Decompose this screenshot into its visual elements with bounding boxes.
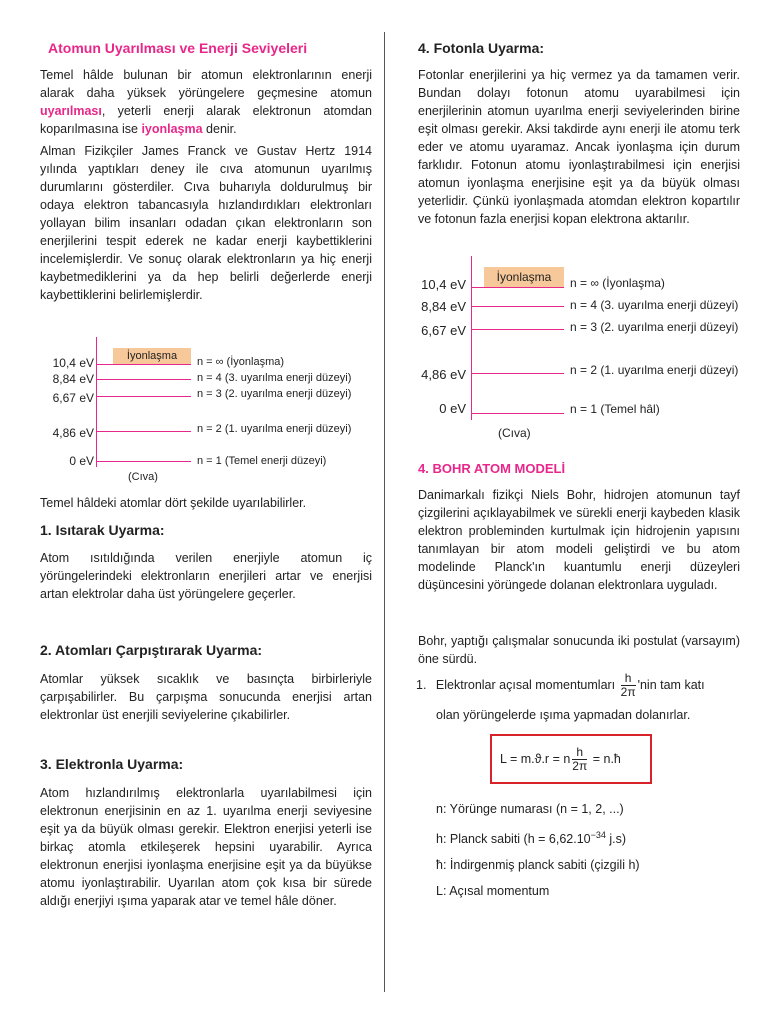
- energy-axis: [471, 256, 472, 420]
- postulate-item-1-cont: olan yörüngelerde ışıma yapmadan dolanırlar.: [436, 708, 691, 722]
- four-ways-text: Temel hâldeki atomlar dört şekilde uyarılabilirler.: [40, 496, 307, 510]
- postulate-item-1: 1. Elektronlar açısal momentumları $\frac{h}{2\pi}$ 'nin tam katı: [416, 671, 705, 699]
- iyonlasma-band: İyonlaşma: [484, 267, 564, 287]
- paragraph-fotonla: Fotonlar enerjilerini ya hiç vermez ya da tamamen verir. Bundan dolayı fotonun atomu uyarabilmesi için enerjilerinin atomun uyarılma enerji seviyelerinden birine eşit olması gerekir. Aksi takdirde aynı enerji ile atomu terk eder ve atomu uyaramaz. Ancak iyonlaşma için durum farklıdır. Fotonun atomu iyonlaştırabilmesi için enerjisi atomun iyonlaşma enerjisine eşit ya da büyük olması yeterlidir. Çünkü iyonlaşmada atomdan elektron kopartılır ve fotonun fazla enerjisi kopan elektrona aktarılır.: [418, 68, 740, 226]
- def-L: L: Açısal momentum: [436, 884, 550, 899]
- definition-list: [436, 796, 740, 904]
- energy-level-line: [471, 373, 564, 374]
- paragraph-isitarak: Atom ısıtıldığında verilen enerjiyle atomun iç yörüngelerindeki elektronların enerjileri artar ve enerjisi artan elektrolar daha üst yörüngelere geçerler.: [40, 551, 372, 601]
- energy-level-line: [471, 329, 564, 330]
- h-over-2pi-fraction: $\frac{h}{2\pi}$: [620, 671, 636, 699]
- energy-label: 0 eV: [439, 401, 466, 416]
- franck-hertz-paragraph: Alman Fizikçiler James Franck ve Gustav Hertz 1914 yılında yaptıkları deney ile cıva atomunun uyarılmış durumlarını gösterdiler. Cıva buharıyla doldurulmuş bir odaya elektron tabancasıyla hızlandırdıkları elektronları yollayan bilim insanları odadan çıkan elektronların son enerjilerini tespit ederek ne kadar enerji kaybettiklerini incelemişlerdir. Ve sonuç olarak elektronların ya hiç enerji kaybetmediklerini ya da hep belirli değerlerde enerji kaybettiklerini belirlemişlerdir.: [40, 144, 372, 302]
- bohr-title: 4. BOHR ATOM MODELİ: [418, 461, 566, 476]
- def-n: n: Yörünge numarası (n = 1, 2, ...): [436, 802, 624, 816]
- level-description: n = 4 (3. uyarılma enerji düzeyi): [197, 372, 352, 384]
- heading-isitarak: 1. Isıtarak Uyarma:: [40, 522, 165, 538]
- angular-momentum-formula: L = m.ϑ.r = n $\frac{h}{2\pi}$ = n.ħ: [490, 734, 652, 784]
- level-description: n = 3 (2. uyarılma enerji düzeyi): [570, 320, 739, 334]
- level-description: n = 1 (Temel hâl): [570, 402, 660, 416]
- energy-level-line: [96, 364, 191, 365]
- civa-label: (Cıva): [498, 426, 531, 440]
- level-description: n = ∞ (İyonlaşma): [570, 276, 665, 290]
- intro-paragraph: Temel hâlde bulunan bir atomun elektronlarının enerji alarak daha yüksek yörüngelere geçmesine atomun uyarılması, yeterli enerji alarak elektronun atomdan koparılmasına ise iyonlaşma denir.: [40, 68, 372, 136]
- def-h: h: Planck sabiti ($h = 6,62.10^{-34}$ j.s): [436, 830, 627, 847]
- energy-label: 4,86 eV: [421, 367, 466, 382]
- energy-level-line: [96, 461, 191, 462]
- energy-level-line: [471, 413, 564, 414]
- column-divider: [384, 32, 385, 992]
- heading-elektronla: 3. Elektronla Uyarma:: [40, 756, 184, 772]
- def-hbar: ħ: İndirgenmiş planck sabiti (çizgili h): [436, 858, 640, 873]
- level-description: n = 4 (3. uyarılma enerji düzeyi): [570, 298, 739, 312]
- section-title: Atomun Uyarılması ve Enerji Seviyeleri: [48, 40, 308, 56]
- heading-carpistirarak: 2. Atomları Çarpıştırarak Uyarma:: [40, 642, 263, 658]
- energy-label: 8,84 eV: [421, 299, 466, 314]
- energy-level-line: [96, 396, 191, 397]
- postulat-text: Bohr, yaptığı çalışmalar sonucunda iki postulat (varsayım) öne sürdü.: [418, 634, 740, 666]
- energy-level-line: [96, 431, 191, 432]
- level-description: n = ∞ (İyonlaşma): [197, 356, 285, 368]
- iyonlasma-term: iyonlaşma: [141, 122, 203, 136]
- level-description: n = 1 (Temel enerji düzeyi): [197, 455, 327, 467]
- heading-fotonla: 4. Fotonla Uyarma:: [418, 40, 545, 56]
- energy-label: 6,67 eV: [52, 391, 94, 405]
- energy-label: 10,4 eV: [52, 356, 94, 370]
- energy-label: 8,84 eV: [52, 372, 94, 386]
- uyarilma-term: uyarılması: [40, 104, 102, 118]
- energy-level-line: [471, 306, 564, 307]
- energy-label: 4,86 eV: [52, 426, 94, 440]
- energy-level-line: [471, 287, 564, 288]
- iyonlasma-band: İyonlaşma: [113, 348, 191, 364]
- civa-label: (Cıva): [128, 471, 158, 483]
- energy-level-line: [96, 379, 191, 380]
- energy-label: 10,4 eV: [421, 277, 466, 292]
- item-number: 1.: [416, 677, 427, 692]
- paragraph-elektronla: Atom hızlandırılmış elektronlarla uyarılabilmesi için elektronun enerjisinin en az 1. uyarılma enerji seviyesine eşit ya da büyük olması gerekir. Elektron enerjisi yeterli ise birkaç atomla etkileşerek hepsini uyarabilir. Ayrıca elektronun enerjisi iyonlaşma enerjisine eşit ya da büyükse atomu iyonlaştırabilir. Uyarılan atom çok kısa bir sürede aldığı enerjiyi ışıma yaparak atar ve temel hâle döner.: [40, 786, 372, 908]
- energy-label: 0 eV: [69, 454, 94, 468]
- energy-level-diagram: [414, 256, 744, 446]
- level-description: n = 2 (1. uyarılma enerji düzeyi): [570, 363, 739, 377]
- energy-level-diagram: [40, 335, 380, 485]
- paragraph-carpistirarak: Atomlar yüksek sıcaklık ve basınçta birbirleriyle çarpışabilirler. Bu çarpışma sonucunda enerjisi artan elektronlar üst enerjili seviyelerine çıkabilirler.: [40, 672, 372, 722]
- level-description: n = 2 (1. uyarılma enerji düzeyi): [197, 423, 352, 435]
- energy-axis: [96, 337, 97, 467]
- energy-label: 6,67 eV: [421, 323, 466, 338]
- bohr-paragraph: Danimarkalı fizikçi Niels Bohr, hidrojen atomunun tayf çizgilerini açıklayabilmek ve sürekli enerji kaybeden klasik elektron probleminden kurtulmak için hidrojenin yapısını tanımlayan bir atom modeli geliştirdi ve bu atom modelinde Planck'ın kuantumlu enerji düzeyleri düşüncesini yörüngede dolanan elektronlara uyguladı.: [418, 488, 740, 592]
- level-description: n = 3 (2. uyarılma enerji düzeyi): [197, 388, 352, 400]
